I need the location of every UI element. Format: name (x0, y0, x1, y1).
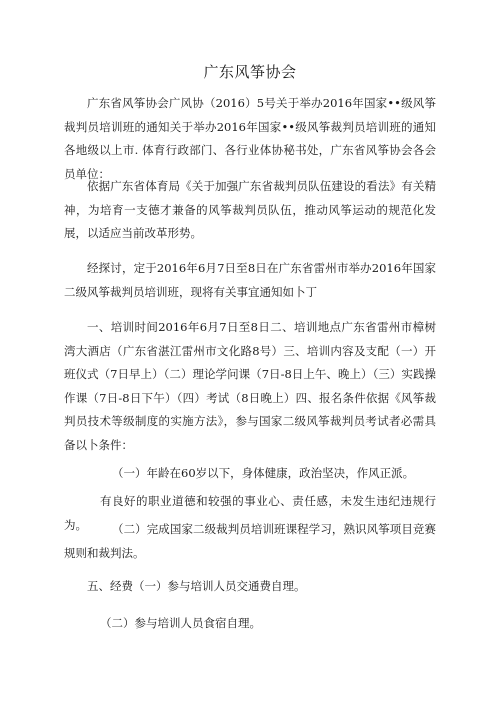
paragraph-basis: 依据广东省体育局《关于加强广东省裁判员队伍建设的看法》有关精神，为培育一支德才兼备的风筝裁判员队伍，推动风筝运动的规范化发展，以适应当前改革形势。 (64, 179, 436, 240)
paragraph-condition-2: （二）完成国家二级裁判员培训班课程学习，熟识风筝项目竞赛规则和裁判法。 (64, 522, 436, 560)
document-title: 广东风筝协会 (203, 63, 297, 81)
paragraph-decision: 经探讨，定于2016年6月7日至8日在广东省雷州市举办2016年国家二级风筝裁判员培训班，现将有关事宜通知如卜丁 (64, 261, 436, 299)
paragraph-conduct: 有良好的职业道德和较强的事业心、责任感，未发生违纪违规行为。 (64, 494, 436, 532)
paragraph-header: 广东省风筝协会广风协（2016）5号关于举办2016年国家••级风筝裁判员培训班的通知关于举办2016年国家••级风筝裁判员培训班的通知各地级以上市. 体育行政部门、各行业体协秘书处，广东省风筝协会各会员单位： (64, 96, 436, 181)
paragraph-condition-1: （一）年龄在60岁以下，身体健康，政治坚决，作风正派。 (112, 466, 415, 480)
paragraph-fees-2: （二）参与培训人员食宿自理。 (100, 616, 261, 630)
paragraph-details: 一、培训时间2016年6月7日至8日二、培训地点广东省雷州市樟树湾大酒店（广东省湛江雷州市文化路8号）三、培训内容及支配（一）开班仪式（7日早上）（二）理论学问课（7日-8日上午、晚上）（三）实践操作课（7日-8日下午）（四）考试（8日晚上）四、报名条件依据《风筝裁判员技术等级制度的实施方法》，参与国家二级风筝裁判员考试者必需具备以卜条件： (64, 320, 436, 452)
paragraph-fees-1: 五、经费（一）参与培训人员交通费自理。 (87, 579, 306, 593)
